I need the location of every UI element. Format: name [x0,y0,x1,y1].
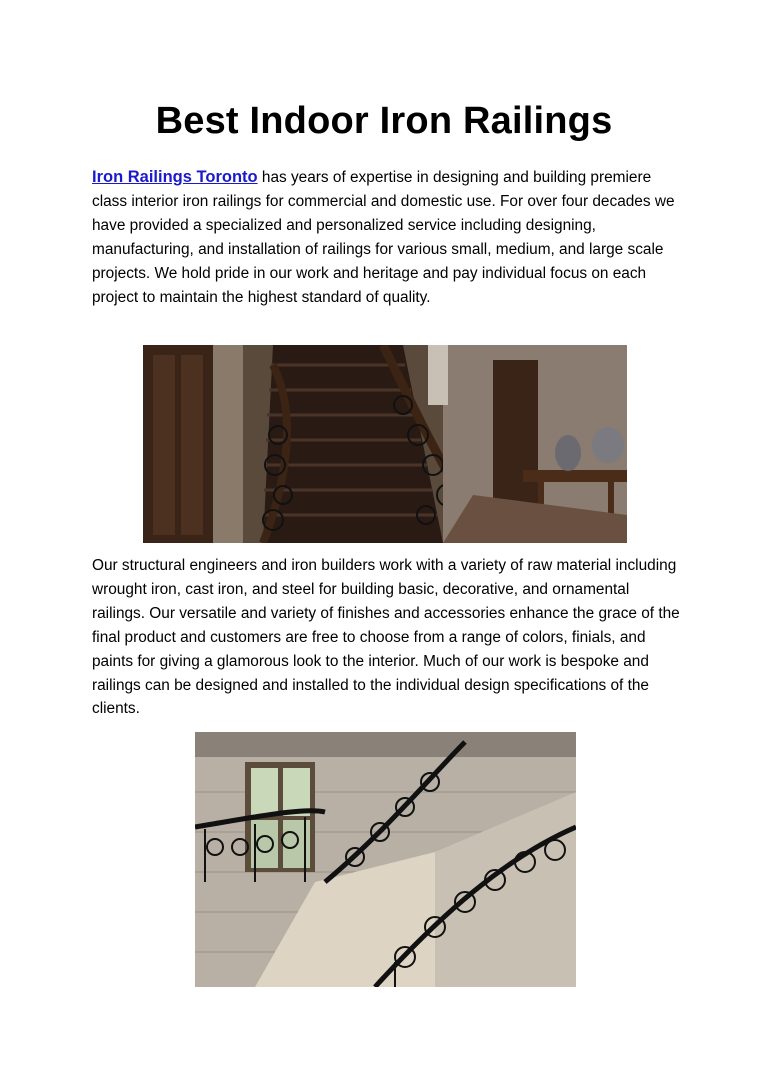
intro-paragraph [92,166,682,309]
staircase-photo-2 [195,732,576,987]
intro-text: has years of expertise in designing and building premiere class interior iron railings for commercial and domestic use. For over four decades we have provided a specialized and personalized service including designing, manufacturing, and installation of railings for various small, medium, and large scale projects. We hold pride in our work and heritage and pay individual focus on each project to maintain the highest standard of quality. [92,169,675,306]
page-title: Best Indoor Iron Railings [155,100,613,142]
body-paragraph: Our structural engineers and iron builders work with a variety of raw material including wrought iron, cast iron, and steel for building basic, decorative, and ornamental railings. Our versatile and variety of finishes and accessories enhance the grace of the final product and customers are free to choose from a range of colors, finials, and paints for giving a glamorous look to the interior. Much of our work is bespoke and railings can be designed and installed to the individual design specifications of the clients. [92,557,680,718]
staircase-photo-1 [143,345,627,543]
iron-railings-toronto-link[interactable]: Iron Railings Toronto [92,168,258,186]
